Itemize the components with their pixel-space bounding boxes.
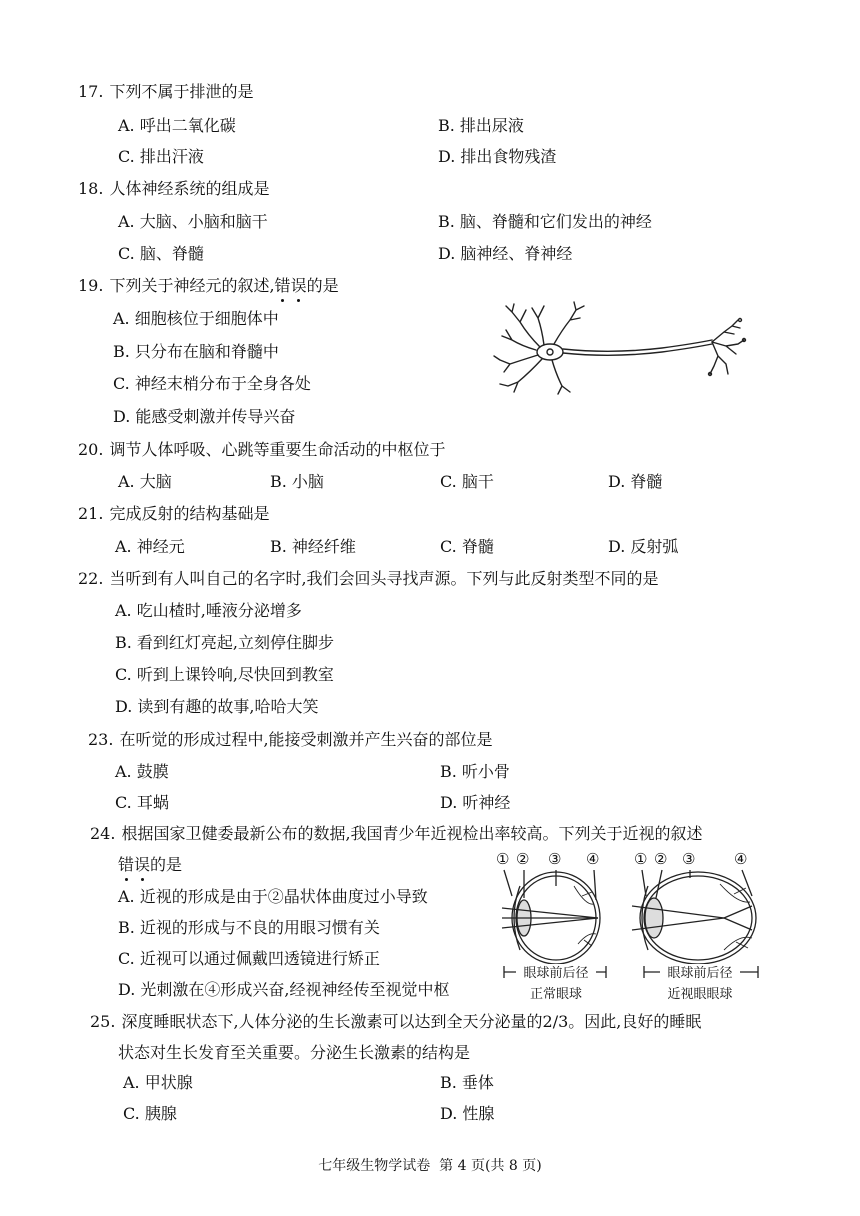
option-c: C. 排出汗液 bbox=[118, 147, 204, 166]
option-b: B. 只分布在脑和脊髓中 bbox=[113, 342, 279, 361]
option-d: D. 性腺 bbox=[440, 1104, 495, 1123]
option-a: A. 吃山楂时,唾液分泌增多 bbox=[115, 601, 302, 620]
question-number: 23. bbox=[88, 730, 114, 749]
question-number: 18. bbox=[78, 179, 104, 198]
option-d: D. 光刺激在④形成兴奋,经视神经传至视觉中枢 bbox=[118, 980, 450, 999]
emphasis-char: 错 bbox=[118, 855, 135, 874]
question-22 bbox=[78, 569, 659, 589]
marker-1: ① bbox=[496, 850, 510, 868]
option-c: C. 脑干 bbox=[440, 472, 494, 491]
option-b: B. 看到红灯亮起,立刻停住脚步 bbox=[115, 633, 335, 652]
option-c: C. 脑、脊髓 bbox=[118, 244, 204, 263]
question-number: 20. bbox=[78, 440, 104, 459]
question-number: 21. bbox=[78, 504, 104, 523]
question-25-line2: 状态对生长发育至关重要。分泌生长激素的结构是 bbox=[118, 1043, 471, 1062]
option-b: B. 垂体 bbox=[440, 1073, 494, 1092]
question-18 bbox=[78, 179, 269, 199]
option-c: C. 胰腺 bbox=[123, 1104, 177, 1123]
option-a: A. 呼出二氧化碳 bbox=[118, 116, 236, 135]
question-stem: 调节人体呼吸、心跳等重要生命活动的中枢位于 bbox=[109, 440, 446, 459]
question-25 bbox=[90, 1012, 701, 1032]
question-21 bbox=[78, 504, 269, 524]
neuron-diagram bbox=[492, 300, 752, 395]
question-number: 25. bbox=[90, 1012, 116, 1031]
emphasis-char: 错 bbox=[274, 276, 291, 295]
option-a: A. 甲状腺 bbox=[123, 1073, 193, 1092]
marker-1: ① bbox=[634, 850, 648, 868]
page-footer bbox=[0, 1157, 860, 1175]
question-24 bbox=[90, 824, 703, 844]
question-stem-part: 的是 bbox=[306, 276, 339, 295]
option-d: D. 能感受刺激并传导兴奋 bbox=[113, 407, 296, 426]
emphasis-char: 误 bbox=[134, 855, 151, 874]
option-d: D. 读到有趣的故事,哈哈大笑 bbox=[115, 697, 319, 716]
option-a: A. 大脑、小脑和脑干 bbox=[118, 212, 268, 231]
marker-3: ③ bbox=[682, 850, 696, 868]
option-d: D. 排出食物残渣 bbox=[438, 147, 557, 166]
option-d: D. 听神经 bbox=[440, 793, 511, 812]
option-b: B. 神经纤维 bbox=[270, 537, 356, 556]
question-number: 19. bbox=[78, 276, 104, 295]
option-d: D. 脊髓 bbox=[608, 472, 663, 491]
question-stem: 完成反射的结构基础是 bbox=[109, 504, 270, 523]
emphasis-char: 误 bbox=[290, 276, 307, 295]
exam-title: 七年级生物学试卷 bbox=[318, 1158, 431, 1174]
option-c: C. 听到上课铃响,尽快回到教室 bbox=[115, 665, 334, 684]
option-a: A. 近视的形成是由于②晶状体曲度过小导致 bbox=[118, 887, 428, 906]
question-number: 22. bbox=[78, 569, 104, 588]
option-a: A. 鼓膜 bbox=[115, 762, 169, 781]
option-c: C. 近视可以通过佩戴凹透镜进行矫正 bbox=[118, 949, 380, 968]
option-b: B. 近视的形成与不良的用眼习惯有关 bbox=[118, 918, 380, 937]
marker-4: ④ bbox=[586, 850, 600, 868]
option-d: D. 脑神经、脊神经 bbox=[438, 244, 573, 263]
question-stem: 根据国家卫健委最新公布的数据,我国青少年近视检出率较高。下列关于近视的叙述 bbox=[121, 824, 703, 843]
axis-label: 眼球前后径 bbox=[523, 966, 589, 981]
marker-2: ② bbox=[516, 850, 530, 868]
question-stem: 下列不属于排泄的是 bbox=[109, 82, 254, 101]
question-24-line2 bbox=[118, 855, 182, 875]
option-b: B. 脑、脊髓和它们发出的神经 bbox=[438, 212, 652, 231]
option-a: A. 细胞核位于细胞体中 bbox=[113, 309, 279, 328]
question-stem-part: 的是 bbox=[150, 855, 183, 874]
myopia-eye-caption: 近视眼眼球 bbox=[667, 987, 733, 1002]
option-d: D. 反射弧 bbox=[608, 537, 679, 556]
question-stem: 在听觉的形成过程中,能接受刺激并产生兴奋的部位是 bbox=[119, 730, 493, 749]
option-b: B. 小脑 bbox=[270, 472, 324, 491]
option-c: C. 神经末梢分布于全身各处 bbox=[113, 374, 311, 393]
eye-diagram bbox=[494, 846, 784, 1004]
question-stem: 当听到有人叫自己的名字时,我们会回头寻找声源。下列与此反射类型不同的是 bbox=[109, 569, 659, 588]
question-number: 17. bbox=[78, 82, 104, 101]
marker-4: ④ bbox=[734, 850, 748, 868]
marker-3: ③ bbox=[548, 850, 562, 868]
question-stem: 人体神经系统的组成是 bbox=[109, 179, 270, 198]
question-stem: 深度睡眠状态下,人体分泌的生长激素可以达到全天分泌量的2/3。因此,良好的睡眠 bbox=[121, 1012, 702, 1031]
option-a: A. 神经元 bbox=[115, 537, 185, 556]
option-b: B. 排出尿液 bbox=[438, 116, 524, 135]
axis-label: 眼球前后径 bbox=[667, 966, 733, 981]
question-17 bbox=[78, 82, 253, 102]
page-number: 第 4 页(共 8 页) bbox=[439, 1158, 542, 1174]
question-19 bbox=[78, 276, 339, 296]
question-number: 24. bbox=[90, 824, 116, 843]
question-20 bbox=[78, 440, 445, 460]
option-b: B. 听小骨 bbox=[440, 762, 510, 781]
option-c: C. 脊髓 bbox=[440, 537, 494, 556]
option-a: A. 大脑 bbox=[118, 472, 172, 491]
option-c: C. 耳蜗 bbox=[115, 793, 169, 812]
normal-eye-caption: 正常眼球 bbox=[529, 987, 583, 1002]
marker-2: ② bbox=[654, 850, 668, 868]
question-23 bbox=[88, 730, 493, 750]
question-stem-part: 下列关于神经元的叙述, bbox=[109, 276, 275, 295]
